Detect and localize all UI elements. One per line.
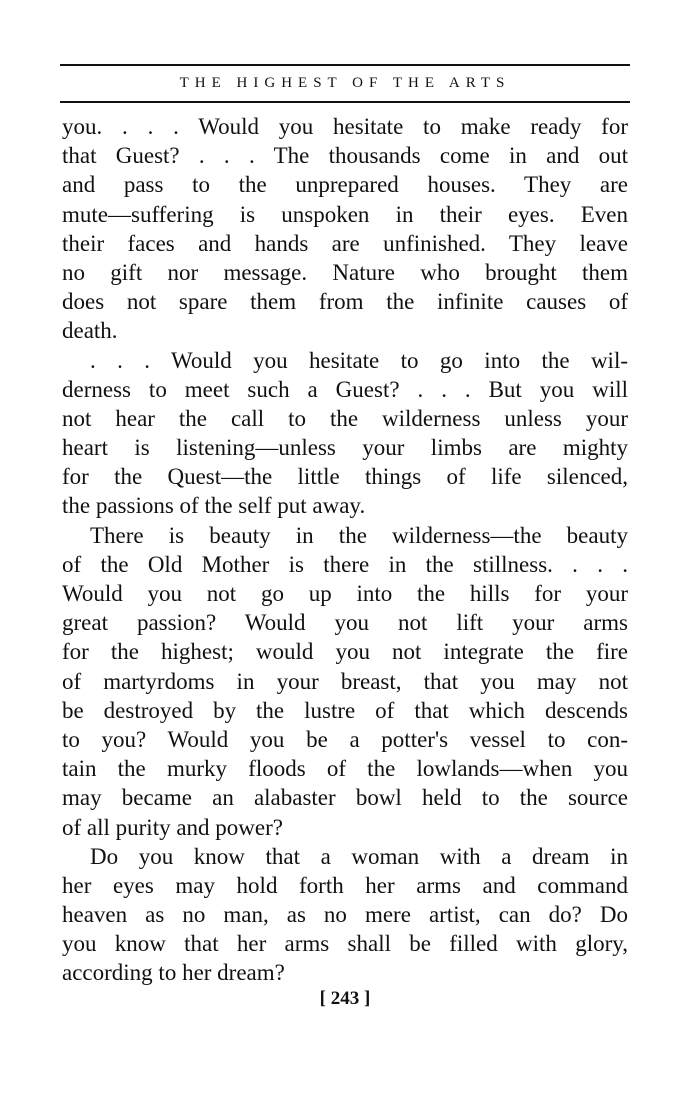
text-line: of martyrdoms in your breast, that you may not bbox=[62, 668, 628, 694]
text-line: great passion? Would you not lift your arms bbox=[62, 610, 628, 636]
text-line: heaven as no man, as no mere artist, can do? Do bbox=[62, 902, 628, 928]
text-line: derness to meet such a Guest? . . . But you will bbox=[62, 376, 628, 402]
text-line: be destroyed by the lustre of that which descends bbox=[62, 697, 628, 723]
page-number: [ 243 ] bbox=[319, 988, 371, 1009]
text-line: not hear the call to the wilderness unless your bbox=[62, 405, 628, 431]
header-rule-top bbox=[60, 64, 630, 66]
text-line: that Guest? . . . The thousands come in and out bbox=[62, 143, 628, 169]
text-line: Would you not go up into the hills for your bbox=[62, 581, 628, 606]
header-rule-bottom bbox=[60, 101, 630, 103]
text-line: her eyes may hold forth her arms and command bbox=[62, 872, 628, 898]
text-line: no gift nor message. Nature who brought them bbox=[62, 259, 628, 285]
text-line: There is beauty in the wilderness—the beauty bbox=[90, 522, 628, 548]
text-line: for the highest; would you not integrate the fire bbox=[62, 639, 628, 665]
text-line: heart is listening—unless your limbs are mighty bbox=[62, 435, 628, 461]
text-line: according to her dream? bbox=[62, 960, 285, 986]
text-line: you know that her arms shall be filled with glory, bbox=[62, 931, 628, 957]
text-line: of the Old Mother is there in the stillness. . . . bbox=[62, 551, 628, 577]
text-line: the passions of the self put away. bbox=[62, 493, 366, 519]
running-head: THE HIGHEST OF THE ARTS bbox=[179, 75, 511, 91]
text-line: to you? Would you be a potter's vessel to con- bbox=[62, 726, 628, 752]
text-line: may became an alabaster bowl held to the source bbox=[62, 785, 628, 811]
text-line: death. bbox=[62, 318, 118, 344]
text-line: of all purity and power? bbox=[62, 814, 283, 840]
text-line: for the Quest—the little things of life silenced, bbox=[62, 464, 628, 490]
text-line: you. . . . Would you hesitate to make ready for bbox=[62, 114, 628, 139]
body-text bbox=[62, 112, 628, 988]
text-line: their faces and hands are unfinished. They leave bbox=[62, 230, 628, 256]
text-line: and pass to the unprepared houses. They are bbox=[62, 172, 628, 198]
text-line: tain the murky floods of the lowlands—when you bbox=[62, 756, 628, 782]
text-line: does not spare them from the infinite causes of bbox=[62, 289, 628, 315]
text-line: Do you know that a woman with a dream in bbox=[90, 843, 628, 869]
text-line: . . . Would you hesitate to go into the wil- bbox=[90, 347, 628, 373]
text-line: mute—suffering is unspoken in their eyes. Even bbox=[62, 201, 628, 227]
